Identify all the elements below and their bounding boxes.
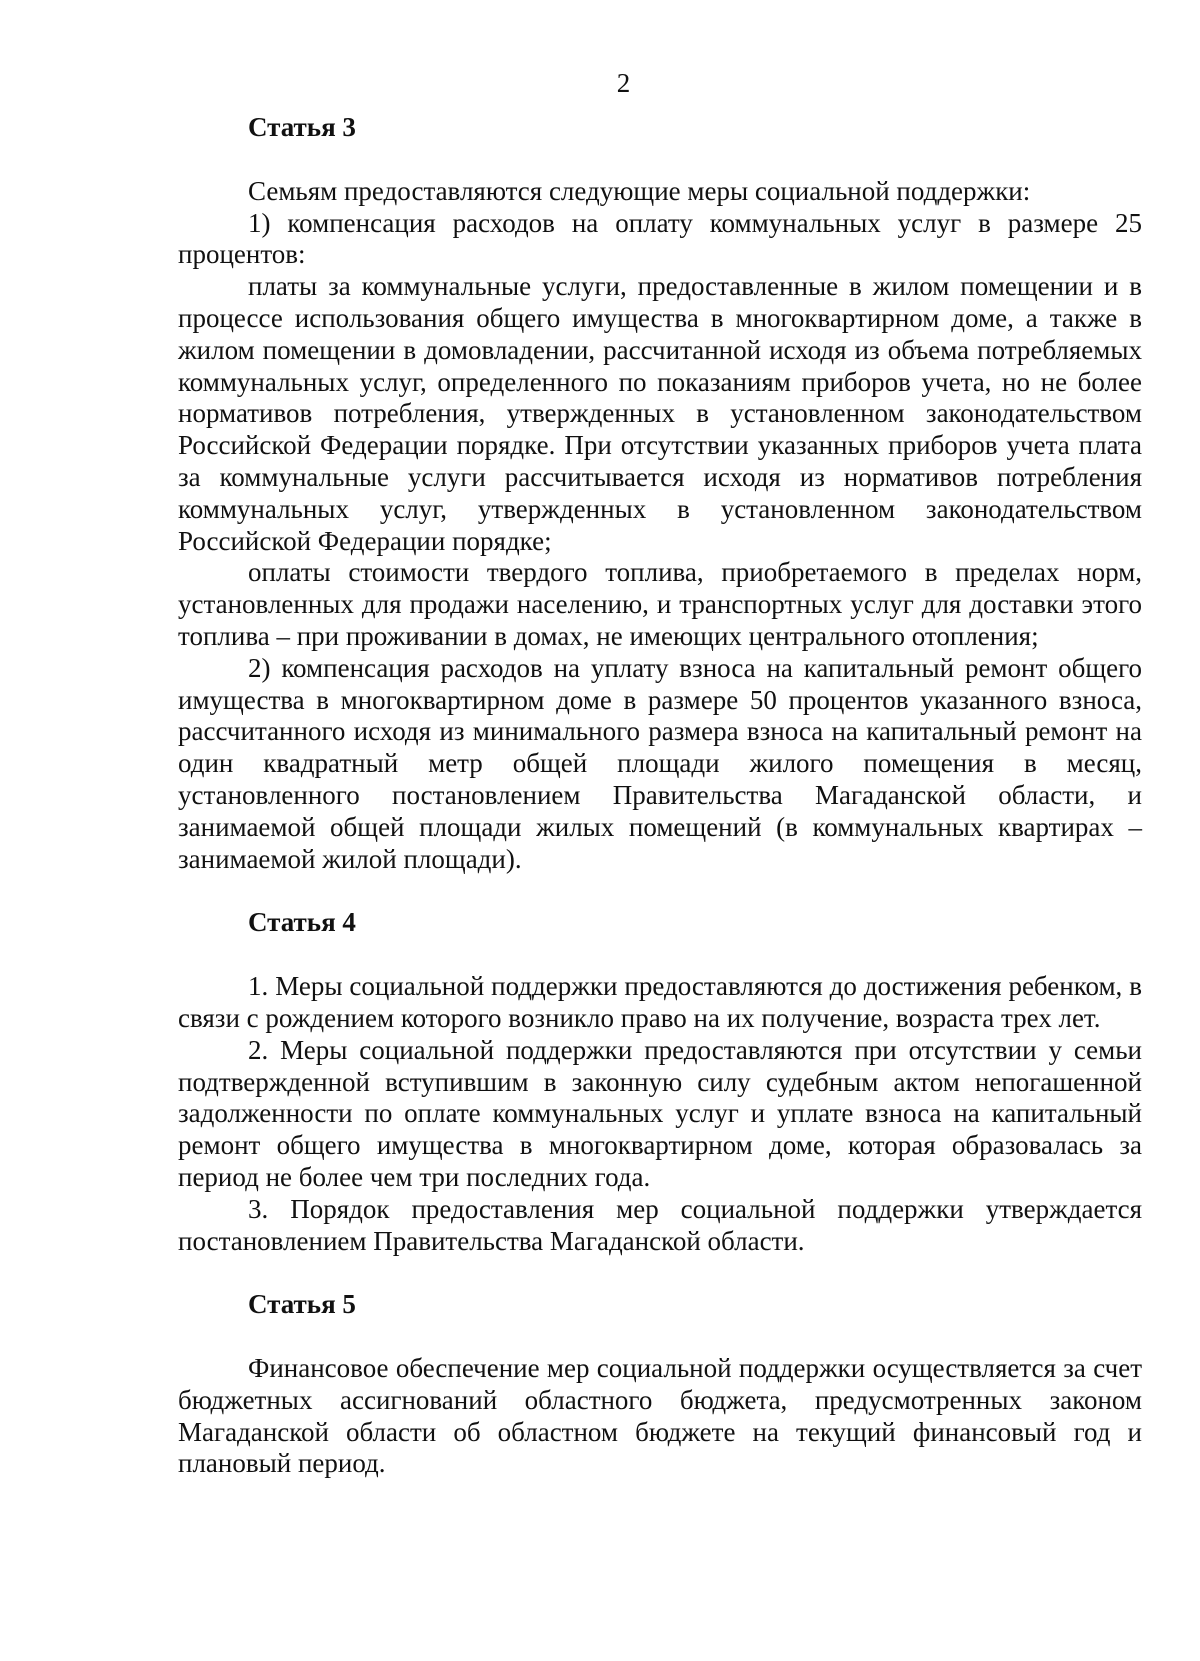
article-3-item-1-utilities: платы за коммунальные услуги, предоставленные в жилом помещении и в процессе использования общего имущества в многоквартирном доме, а также в жилом помещении в домовладении, рассчитанной исходя из объема потребляемых коммунальных услуг, определенного по показаниям приборов учета, но не более нормативов потребления, утвержденных в установленном законодательством Российской Федерации порядке. При отсутствии указанных приборов учета плата за коммунальные услуги рассчитывается исходя из нормативов потребления коммунальных услуг, утвержденных в установленном законодательством Российской Федерации порядке; (178, 271, 1142, 556)
article-3-item-1-fuel: оплаты стоимости твердого топлива, приобретаемого в пределах норм, установленных для продажи населению, и транспортных услуг для доставки этого топлива – при проживании в домах, не имеющих центрального отопления; (178, 557, 1142, 651)
article-5-heading: Статья 5 (248, 1289, 356, 1320)
article-3-intro: Семьям предоставляются следующие меры социальной поддержки: (248, 175, 1031, 206)
article-3-item-2: 2) компенсация расходов на уплату взноса на капитальный ремонт общего имущества в многоквартирном доме в размере 50 процентов указанного взноса, рассчитанного исходя из минимального размера взноса на капитальный ремонт на один квадратный метр общей площади жилого помещения в месяц, установленного постановлением Правительства Магаданской области, и занимаемой общей площади жилых помещений (в коммунальных квартирах – занимаемой жилой площади). (178, 652, 1142, 874)
article-3-heading: Статья 3 (248, 112, 356, 142)
article-4-item-3: 3. Порядок предоставления мер социальной поддержки утверждается постановлением Правительства Магаданской области. (178, 1193, 1142, 1256)
article-4-item-2: 2. Меры социальной поддержки предоставляются при отсутствии у семьи подтвержденной вступившим в законную силу судебным актом непогашенной задолженности по оплате коммунальных услуг и уплате взноса на капитальный ремонт общего имущества в многоквартирном доме, которая образовалась за период не более чем три последних года. (178, 1034, 1142, 1192)
article-3-item-1: 1) компенсация расходов на оплату коммунальных услуг в размере 25 процентов: (178, 207, 1142, 270)
article-4-item-1: 1. Меры социальной поддержки предоставляются до достижения ребенком, в связи с рождением которого возникло право на их получение, возраста трех лет. (178, 971, 1142, 1033)
article-5-text: Финансовое обеспечение мер социальной поддержки осуществляется за счет бюджетных ассигнований областного бюджета, предусмотренных законом Магаданской области об областном бюджете на текущий финансовый год и плановый период. (178, 1353, 1142, 1479)
page-number: 2 (616, 68, 631, 98)
article-4-heading: Статья 4 (248, 907, 356, 938)
document-body (178, 112, 1142, 1480)
